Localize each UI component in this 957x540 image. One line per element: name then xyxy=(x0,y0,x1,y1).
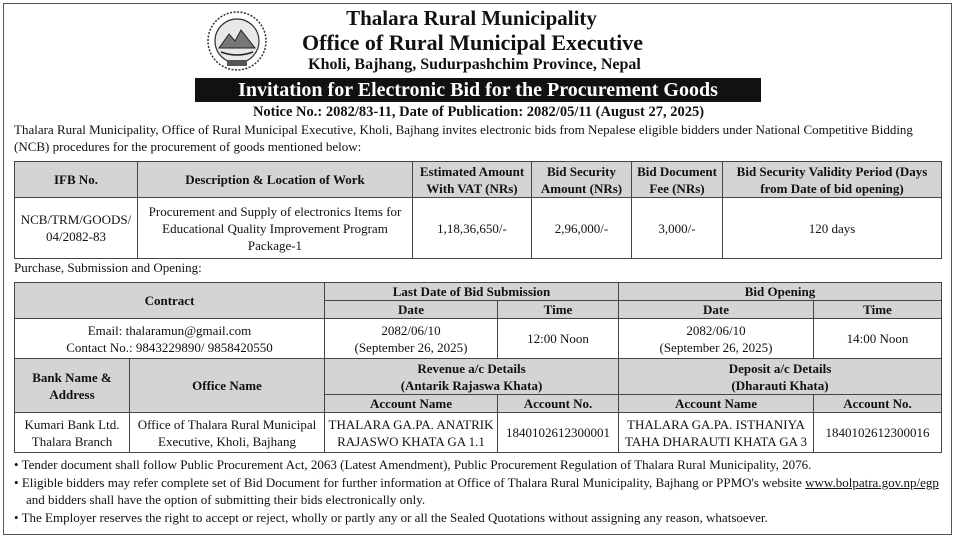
col-estimate: Estimated Amount With VAT (NRs) xyxy=(413,162,532,198)
rev-acc-no-header: Account No. xyxy=(498,395,619,413)
document-fee: 3,000/- xyxy=(632,198,723,259)
office-header: Office Name xyxy=(130,359,325,413)
revenue-title: Revenue a/c Details xyxy=(417,360,526,376)
open-time-header: Time xyxy=(814,301,942,319)
note-item: • The Employer reserves the right to accept or reject, wholly or partly any or all the Sealed Quotations without assigning any reason, whatsoever. xyxy=(14,509,768,525)
notice-line: Notice No.: 2082/83-11, Date of Publication: 2082/05/11 (August 27, 2025) xyxy=(252,104,705,120)
bid-security: 2,96,000/- xyxy=(532,198,632,259)
purchase-label: Purchase, Submission and Opening: xyxy=(14,260,202,275)
dep-acc-name-header: Account Name xyxy=(619,395,814,413)
dep-acc-no-header: Account No. xyxy=(814,395,942,413)
revenue-account-no: 1840102612300001 xyxy=(498,413,619,453)
ifb-no: NCB/TRM/GOODS/ 04/2082-83 xyxy=(15,198,138,259)
last-date-header: Last Date of Bid Submission xyxy=(325,283,619,301)
estimated-amount: 1,18,36,650/- xyxy=(413,198,532,259)
rev-acc-name-header: Account Name xyxy=(325,395,498,413)
opening-date xyxy=(619,319,814,359)
bolpatra-link[interactable]: www.bolpatra.gov.np/egp xyxy=(805,474,939,490)
page-title: Invitation for Electronic Bid for the Procurement Goods xyxy=(195,78,761,102)
submission-table xyxy=(14,282,942,453)
validity-period: 120 days xyxy=(723,198,942,259)
bid-opening-header: Bid Opening xyxy=(619,283,942,301)
col-description: Description & Location of Work xyxy=(138,162,413,198)
contact-no: Contact No.: 9843229890/ 9858420550 xyxy=(66,339,273,355)
deposit-subtitle: (Dharauti Khata) xyxy=(731,377,829,393)
deposit-header xyxy=(619,359,942,395)
note-item: • Eligible bidders may refer complete set of Bid Document for further information at Office of Thalara Rural Municipality, Bajhang or PPMO's website www.bolpatra.gov.np/egp and bidders shall have the option of submitting their bids electronically only. xyxy=(14,474,939,507)
col-validity: Bid Security Validity Period (Days from Date of bid opening) xyxy=(723,162,942,198)
open-date-header: Date xyxy=(619,301,814,319)
submission-time: 12:00 Noon xyxy=(498,319,619,359)
deposit-title: Deposit a/c Details xyxy=(728,360,832,376)
office-name-cell: Office of Thalara Rural Municipal Executive, Kholi, Bajhang xyxy=(130,413,325,453)
revenue-subtitle: (Antarik Rajaswa Khata) xyxy=(400,377,543,393)
bid-table xyxy=(14,161,942,259)
deposit-account-no: 1840102612300016 xyxy=(814,413,942,453)
deposit-account-name: THALARA GA.PA. ISTHANIYA TAHA DHARAUTI KHATA GA 3 xyxy=(619,413,814,453)
contact-cell xyxy=(15,319,325,359)
sub-date-np: 2082/06/10 xyxy=(381,322,441,338)
revenue-account-name: THALARA GA.PA. ANATRIK RAJASWO KHATA GA 1.1 xyxy=(325,413,498,453)
notes-list xyxy=(14,456,944,526)
submission-date xyxy=(325,319,498,359)
intro-paragraph: Thalara Rural Municipality, Office of Rural Municipal Executive, Kholi, Bajhang invites electronic bids from Nepalese eligible bidders under National Competitive Bidding (NCB) procedures for the procurement of goods mentioned below: xyxy=(14,122,913,154)
sub-date-en: (September 26, 2025) xyxy=(354,339,468,355)
municipality-name: Thalara Rural Municipality xyxy=(346,6,597,30)
note-3-text: The Employer reserves the right to accept or reject, wholly or partly any or all the Sealed Quotations without assigning any reason, whatsoever. xyxy=(21,509,768,525)
col-security: Bid Security Amount (NRs) xyxy=(532,162,632,198)
opening-time: 14:00 Noon xyxy=(814,319,942,359)
open-date-en: (September 26, 2025) xyxy=(659,339,773,355)
note-2-text: Eligible bidders may refer complete set of Bid Document for further information at Office of Thalara Rural Municipality, Bajhang or PPMO's website xyxy=(21,474,802,490)
revenue-header xyxy=(325,359,619,395)
note-1-text: Tender document shall follow Public Procurement Act, 2063 (Latest Amendment), Public Procurement Regulation of Thalara Rural Municipality, 2076. xyxy=(21,457,812,472)
email: Email: thalaramun@gmail.com xyxy=(87,322,252,338)
description: Procurement and Supply of electronics Items for Educational Quality Improvement Program Package-1 xyxy=(138,198,413,259)
address: Kholi, Bajhang, Sudurpashchim Province, Nepal xyxy=(308,56,641,73)
note-2-text-cont: and bidders shall have the option of submitting their bids electronically only. xyxy=(26,492,426,507)
sub-date-header: Date xyxy=(325,301,498,319)
col-ifb: IFB No. xyxy=(15,162,138,198)
office-name: Office of Rural Municipal Executive xyxy=(302,30,643,55)
contract-header: Contract xyxy=(15,283,325,319)
bank-header: Bank Name & Address xyxy=(15,359,130,413)
note-item: • Tender document shall follow Public Procurement Act, 2063 (Latest Amendment), Public Procurement Regulation of Thalara Rural Municipality, 2076. xyxy=(14,457,812,472)
open-date-np: 2082/06/10 xyxy=(686,322,746,338)
col-fee: Bid Document Fee (NRs) xyxy=(632,162,723,198)
bank-name: Kumari Bank Ltd. Thalara Branch xyxy=(15,413,130,453)
sub-time-header: Time xyxy=(498,301,619,319)
